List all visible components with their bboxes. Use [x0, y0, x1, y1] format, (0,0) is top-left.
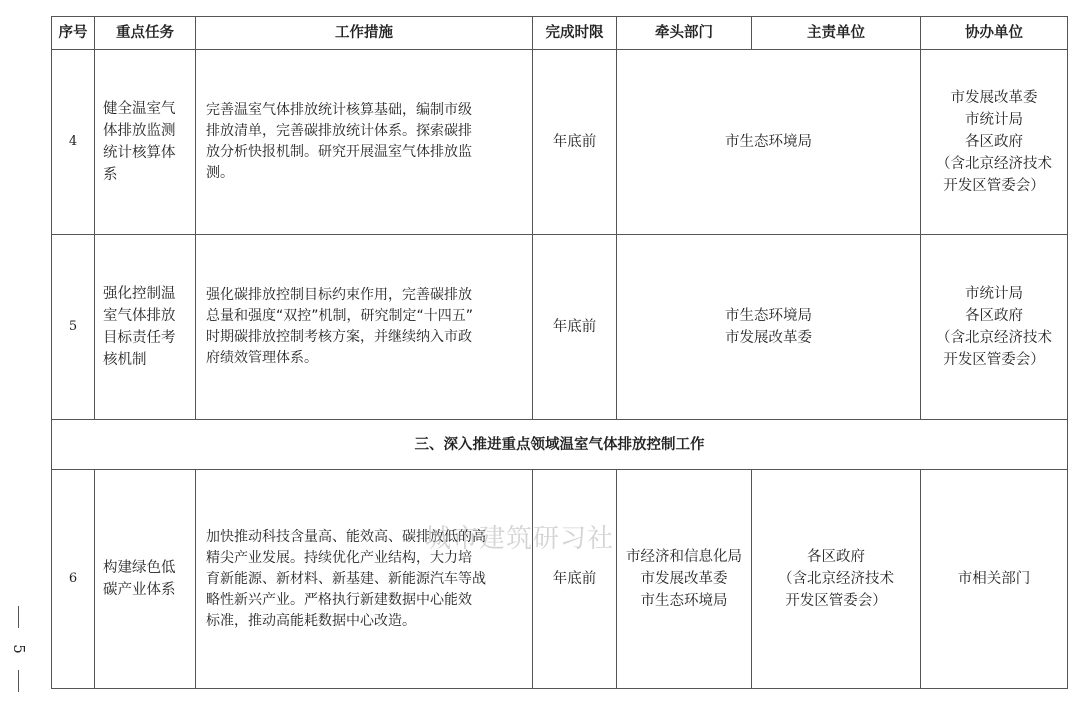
- header-lead-dept: 牵头部门: [617, 17, 752, 50]
- row-task: 构建绿色低 碳产业体系: [95, 470, 196, 689]
- row-deadline: 年底前: [533, 470, 617, 689]
- section-row: [52, 420, 1068, 470]
- table-row: [52, 470, 1068, 689]
- header-assisting: 协办单位: [921, 17, 1068, 50]
- row-lead-and-responsible: 市生态环境局: [617, 50, 921, 235]
- header-deadline: 完成时限: [533, 17, 617, 50]
- header-index: 序号: [52, 17, 95, 50]
- row-deadline: 年底前: [533, 50, 617, 235]
- row-measures: 完善温室气体排放统计核算基础，编制市级 排放清单，完善碳排放统计体系。探索碳排 放分析快报机制。研究开展温室气体排放监 测。: [196, 50, 533, 235]
- row-index: 6: [52, 470, 95, 689]
- row-task: 强化控制温 室气体排放 目标责任考 核机制: [95, 235, 196, 420]
- row-assisting: 市发展改革委 市统计局 各区政府 （含北京经济技术 开发区管委会）: [921, 50, 1068, 235]
- row-measures: 强化碳排放控制目标约束作用，完善碳排放 总量和强度“双控”机制，研究制定“十四五” 时期碳排放控制考核方案，并继续纳入市政 府绩效管理体系。: [196, 235, 533, 420]
- section-title: 三、深入推进重点领域温室气体排放控制工作: [52, 420, 1068, 470]
- header-row: [52, 17, 1068, 50]
- table-row: [52, 235, 1068, 420]
- page-number-dash-top: [18, 606, 19, 628]
- row-assisting: 市相关部门: [921, 470, 1068, 689]
- page-number-dash-bottom: [18, 670, 19, 692]
- row-lead-dept: 市经济和信息化局 市发展改革委 市生态环境局: [617, 470, 752, 689]
- header-responsible: 主责单位: [752, 17, 921, 50]
- row-lead-and-responsible: 市生态环境局 市发展改革委: [617, 235, 921, 420]
- watermark: 城市建筑研习社: [425, 524, 615, 554]
- header-measures: 工作措施: [196, 17, 533, 50]
- header-task: 重点任务: [95, 17, 196, 50]
- page-number-text: 5: [10, 644, 28, 654]
- row-measures: 加快推动科技含量高、能效高、碳排放低的高 精尖产业发展。持续优化产业结构，大力培 育新能源、新材料、新基建、新能源汽车等战 略性新兴产业。严格执行新建数据中心能效 标准，推动高能耗数据中心改造。: [196, 470, 533, 689]
- row-index: 4: [52, 50, 95, 235]
- row-deadline: 年底前: [533, 235, 617, 420]
- task-table: [51, 16, 1068, 689]
- row-task: 健全温室气 体排放监测 统计核算体 系: [95, 50, 196, 235]
- row-assisting: 市统计局 各区政府 （含北京经济技术 开发区管委会）: [921, 235, 1068, 420]
- table-row: [52, 50, 1068, 235]
- page-number: [8, 600, 30, 696]
- row-responsible: 各区政府 （含北京经济技术 开发区管委会）: [752, 470, 921, 689]
- row-index: 5: [52, 235, 95, 420]
